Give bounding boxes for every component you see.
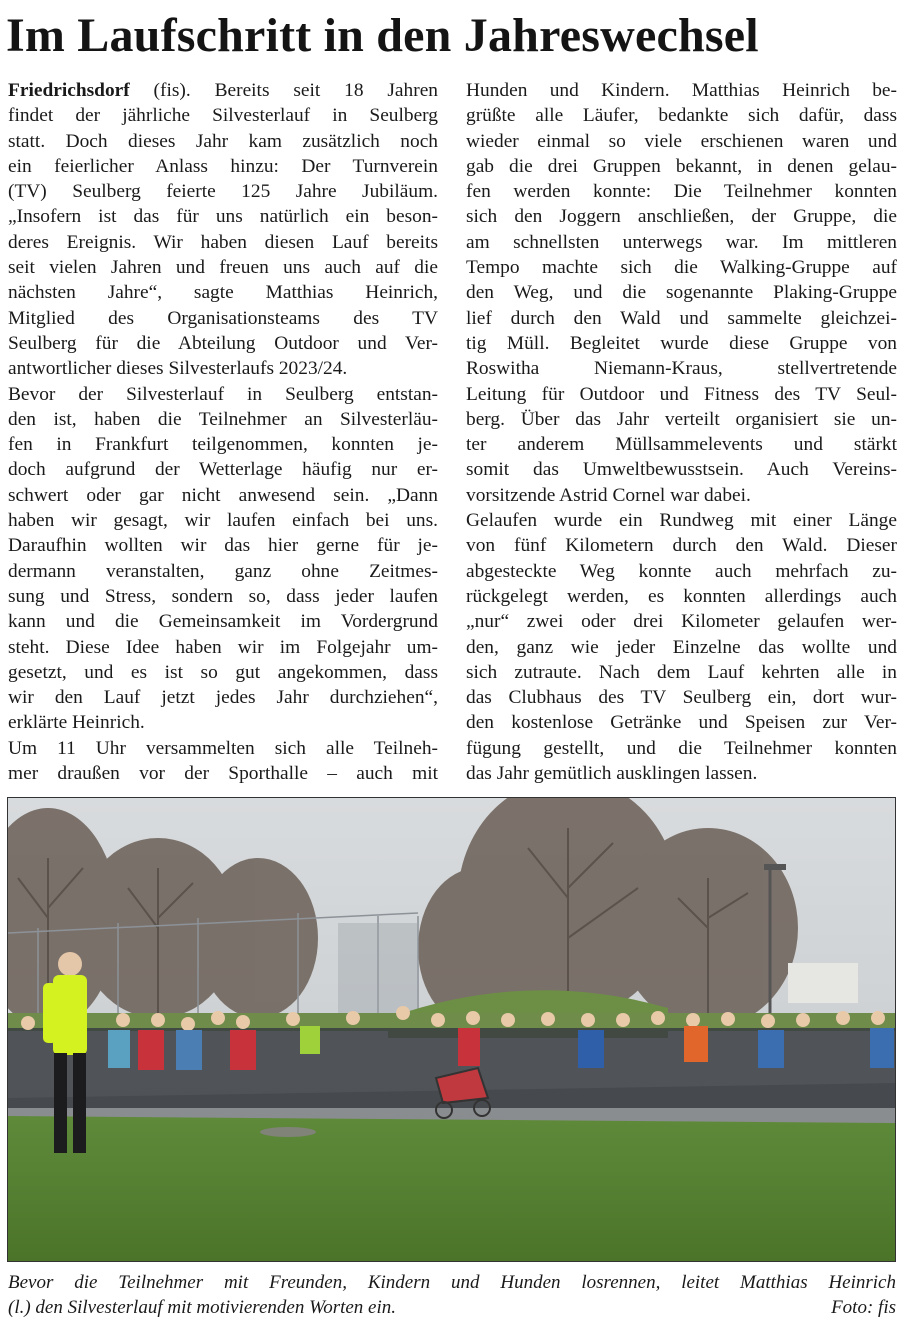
article-line: Gelaufen wurde ein Rundweg mit einer Länge	[466, 510, 897, 532]
article-line: den ist, haben die Teilnehmer an Silvesterläu-	[8, 408, 438, 430]
article-line: fen werden konnte: Die Teilnehmer konnten	[466, 181, 897, 203]
article-line: deres Ereignis. Wir haben diesen Lauf bereits	[8, 231, 438, 253]
article-line	[8, 78, 438, 103]
article-line: den Weg, und die sogenannte Plaking-Gruppe	[466, 282, 897, 304]
article-line: grüßte alle Läufer, bedankte sich dafür, dass	[466, 105, 897, 127]
article-line: Roswitha Niemann-Kraus, stellvertretende	[466, 358, 897, 380]
article-line: rückgelegt werden, es konnten allerdings auch	[466, 585, 897, 607]
article-line: antwortlicher dieses Silvesterlaufs 2023/24.	[8, 358, 348, 380]
article-line: ein feierlicher Anlass hinzu: Der Turnverein	[8, 155, 438, 177]
article-line: schwert oder gar nicht anwesend sein. „Dann	[8, 484, 438, 506]
article-line: das Jahr gemütlich ausklingen lassen.	[466, 763, 758, 785]
article-line: fen in Frankfurt teilgenommen, konnten je-	[8, 434, 438, 456]
dateline: Friedrichsdorf	[8, 80, 130, 101]
article-line: fügung gestellt, und die Teilnehmer konnten	[466, 737, 897, 759]
caption-line: Bevor die Teilnehmer mit Freunden, Kindern und Hunden losrennen, leitet Matthias Heinrich	[8, 1272, 896, 1293]
article-line: wieder einmal so viele erschienen waren und	[466, 130, 897, 152]
article-line: abgesteckte Weg konnte auch mehrfach zu-	[466, 560, 897, 582]
article-line: sung und Stress, sondern so, dass jeder laufen	[8, 585, 438, 607]
article-line: findet der jährliche Silvesterlauf in Seulberg	[8, 105, 438, 127]
article-line: sich zutraute. Nach dem Lauf kehrten alle in	[466, 661, 897, 683]
article-photo	[7, 797, 896, 1262]
article-line: kann und die Gemeinsamkeit im Vordergrund	[8, 611, 438, 633]
article-line: vorsitzende Astrid Cornel war dabei.	[466, 484, 751, 506]
article-line: Seulberg für die Abteilung Outdoor und Ver-	[8, 332, 438, 354]
article-line: sich den Joggern anschließen, der Gruppe, die	[466, 206, 897, 228]
article-line: wir den Lauf jetzt jedes Jahr durchziehen“,	[8, 687, 438, 709]
article-line: den kostenlose Getränke und Speisen zur Ver-	[466, 712, 897, 734]
article-line: am schnellsten unterwegs war. Im mittleren	[466, 231, 897, 253]
article-line: (TV) Seulberg feierte 125 Jahre Jubiläum.	[8, 181, 438, 203]
article-line: Daraufhin wollten wir das hier gerne für je-	[8, 535, 438, 557]
article-line: lief durch den Wald und sammelte gleichzei-	[466, 307, 897, 329]
article-line: Bevor der Silvesterlauf in Seulberg entstan-	[8, 383, 438, 405]
article-line: Tempo machte sich die Walking-Gruppe auf	[466, 257, 897, 279]
article-line: statt. Doch dieses Jahr kam zusätzlich noch	[8, 130, 438, 152]
article-line: seit vielen Jahren und freuen uns auch auf die	[8, 257, 438, 279]
photo-credit: Foto: fis	[831, 1297, 896, 1318]
article-line: den, ganz wie jeder Einzelne das wollte und	[466, 636, 897, 658]
article-line: mer draußen vor der Sporthalle – auch mit	[8, 763, 438, 785]
article-line: ter anderem Müllsammelevents und stärkt	[466, 434, 897, 456]
article-line: nächsten Jahre“, sagte Matthias Heinrich,	[8, 282, 438, 304]
article-line: Hunden und Kindern. Matthias Heinrich be-	[466, 80, 897, 101]
photo-illustration	[8, 798, 895, 1261]
article-line: Mitglied des Organisationsteams des TV	[8, 307, 438, 329]
article-line: Um 11 Uhr versammelten sich alle Teilneh-	[8, 737, 438, 759]
caption-line: (l.) den Silvesterlauf mit motivierenden Worten ein.	[8, 1297, 397, 1318]
article-line: somit das Umweltbewusstsein. Auch Vereins-	[466, 459, 897, 481]
article-line: berg. Über das Jahr verteilt organisiert sie un-	[466, 408, 897, 430]
article-line: haben wir gesagt, wir laufen einfach bei uns.	[8, 510, 438, 532]
photo-caption	[8, 1270, 896, 1320]
article-line: „nur“ zwei oder drei Kilometer gelaufen wer-	[466, 611, 897, 633]
article-column-left	[8, 78, 438, 786]
article-line: Leitung für Outdoor und Fitness des TV Seul-	[466, 383, 897, 405]
article-line: erklärte Heinrich.	[8, 712, 145, 734]
article-line: doch aufgrund der Wetterlage häufig nur er-	[8, 459, 438, 481]
article-line: steht. Diese Idee haben wir im Folgejahr um-	[8, 636, 438, 658]
article-line: gesetzt, und es ist so gut angekommen, dass	[8, 661, 438, 683]
article-line: tig Müll. Begleitet wurde diese Gruppe von	[466, 332, 897, 354]
article-line: dermann veranstalten, ganz ohne Zeitmes-	[8, 560, 438, 582]
article-line: „Insofern ist das für uns natürlich ein beson-	[8, 206, 438, 228]
article-line: gab die drei Gruppen bekannt, in denen gelau-	[466, 155, 897, 177]
headline: Im Laufschritt in den Jahreswechsel	[6, 9, 759, 62]
article-column-right	[466, 78, 897, 786]
article-line: von fünf Kilometern durch den Wald. Dieser	[466, 535, 897, 557]
article-line-text: (fis). Bereits seit 18 Jahren	[129, 80, 438, 101]
article-line: das Clubhaus des TV Seulberg ein, dort wur-	[466, 687, 897, 709]
